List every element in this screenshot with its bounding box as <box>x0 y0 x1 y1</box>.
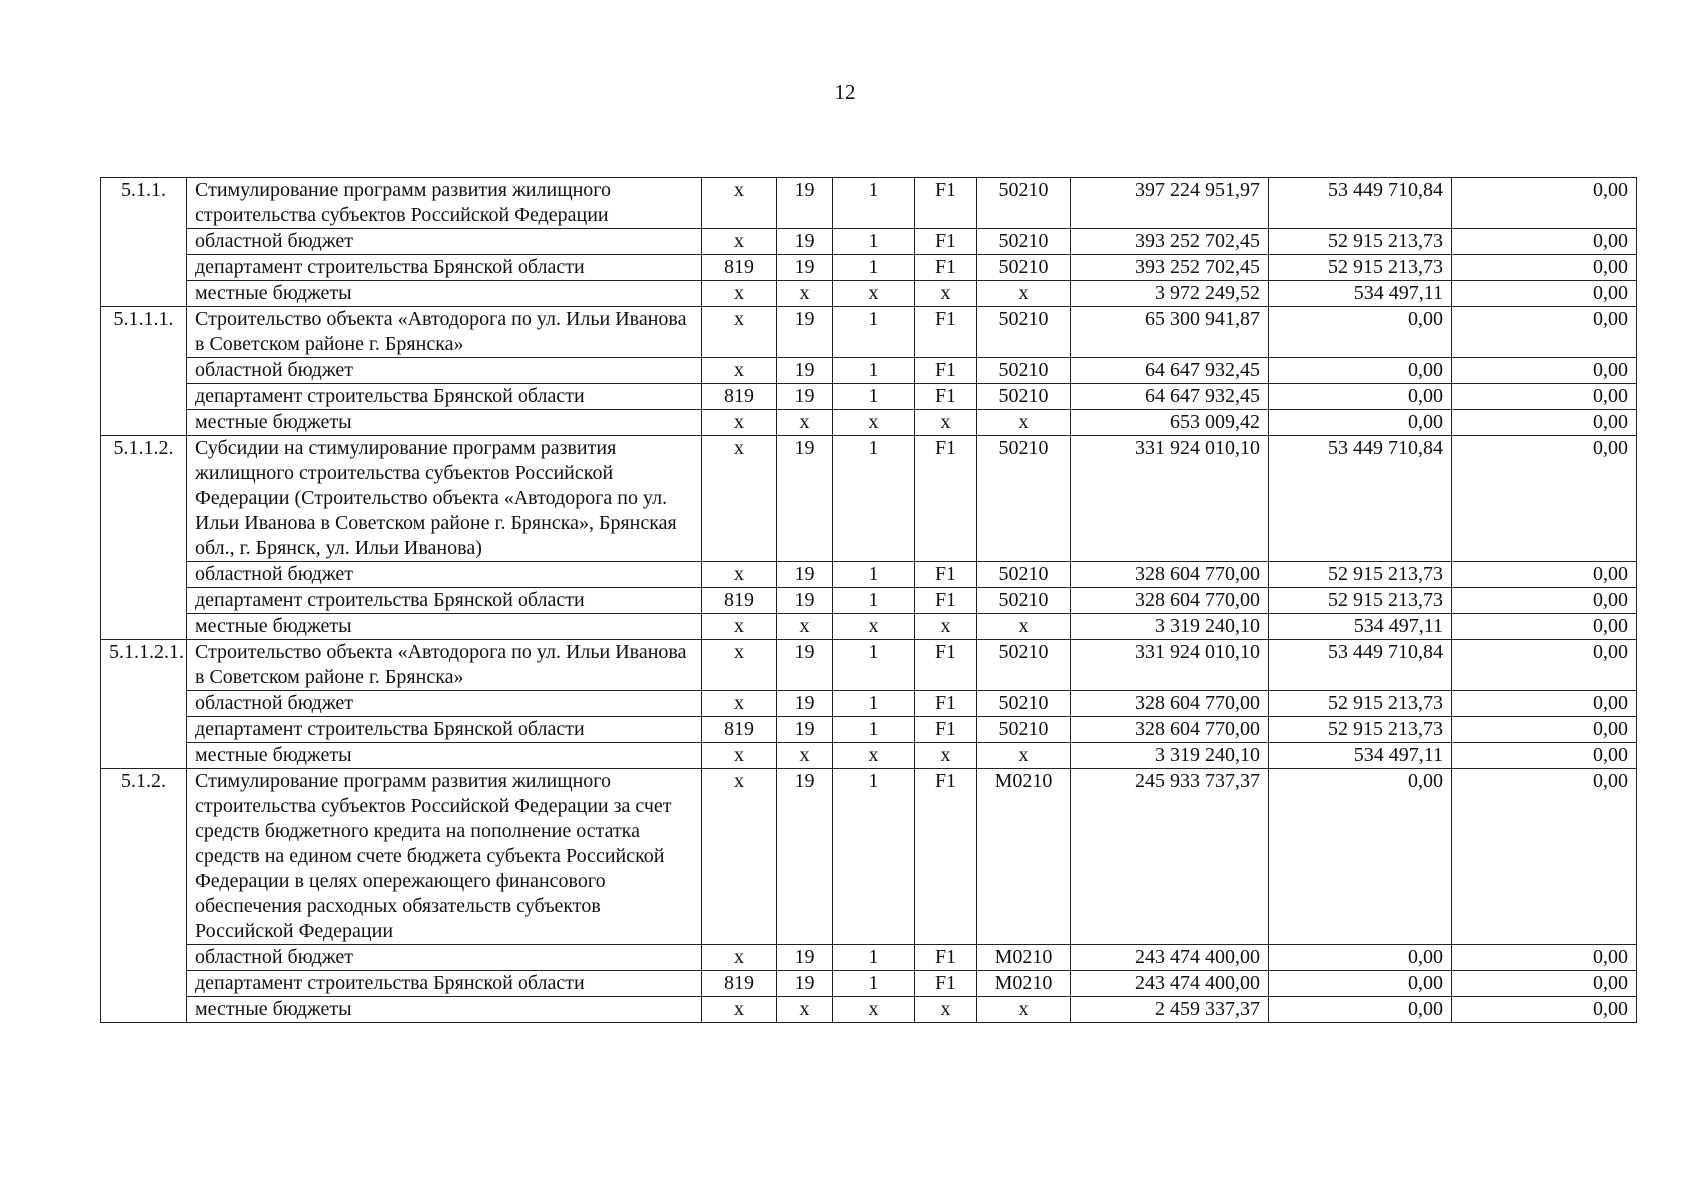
amount-year-3: 0,00 <box>1452 229 1637 255</box>
code-program: 19 <box>777 436 833 562</box>
row-number: 5.1.1.2. <box>101 436 187 640</box>
amount-year-3: 0,00 <box>1452 614 1637 640</box>
table-row <box>101 410 1637 436</box>
code-subprogram: 1 <box>833 691 915 717</box>
table-row <box>101 229 1637 255</box>
table-row <box>101 997 1637 1023</box>
row-number: 5.1.1. <box>101 178 187 307</box>
code-project: F1 <box>915 691 977 717</box>
amount-year-2: 534 497,11 <box>1269 743 1452 769</box>
code-direction: M0210 <box>977 945 1071 971</box>
code-project: F1 <box>915 229 977 255</box>
code-program: 19 <box>777 384 833 410</box>
item-name: областной бюджет <box>187 358 702 384</box>
row-number: 5.1.1.2.1. <box>101 640 187 769</box>
item-name: Стимулирование программ развития жилищного строительства субъектов Российской Федерации за счет средств бюджетного кредита на пополнение остатка средств на едином счете бюджета субъекта Российской Федерации в целях опережающего финансового обеспечения расходных обязательств субъектов Российской Федерации <box>187 769 702 945</box>
amount-year-2: 0,00 <box>1269 384 1452 410</box>
table-row <box>101 436 1637 562</box>
code-program: х <box>777 743 833 769</box>
table-row <box>101 769 1637 945</box>
amount-year-1: 397 224 951,97 <box>1071 178 1269 229</box>
amount-year-1: 328 604 770,00 <box>1071 588 1269 614</box>
code-subprogram: х <box>833 281 915 307</box>
code-program: 19 <box>777 769 833 945</box>
amount-year-2: 534 497,11 <box>1269 281 1452 307</box>
code-direction: х <box>977 743 1071 769</box>
table-row <box>101 281 1637 307</box>
code-admin: х <box>702 436 777 562</box>
code-admin: 819 <box>702 588 777 614</box>
code-project: F1 <box>915 562 977 588</box>
amount-year-1: 331 924 010,10 <box>1071 640 1269 691</box>
amount-year-2: 0,00 <box>1269 997 1452 1023</box>
code-program: 19 <box>777 971 833 997</box>
code-direction: х <box>977 281 1071 307</box>
code-subprogram: 1 <box>833 436 915 562</box>
code-admin: х <box>702 769 777 945</box>
code-subprogram: х <box>833 743 915 769</box>
code-subprogram: 1 <box>833 255 915 281</box>
table-row <box>101 945 1637 971</box>
item-name: местные бюджеты <box>187 614 702 640</box>
code-direction: 50210 <box>977 562 1071 588</box>
code-admin: 819 <box>702 717 777 743</box>
table-row <box>101 307 1637 358</box>
table-row <box>101 562 1637 588</box>
amount-year-3: 0,00 <box>1452 410 1637 436</box>
amount-year-3: 0,00 <box>1452 562 1637 588</box>
code-project: F1 <box>915 255 977 281</box>
code-admin: х <box>702 997 777 1023</box>
code-admin: х <box>702 614 777 640</box>
code-direction: 50210 <box>977 307 1071 358</box>
code-subprogram: 1 <box>833 717 915 743</box>
amount-year-2: 53 449 710,84 <box>1269 640 1452 691</box>
code-admin: х <box>702 691 777 717</box>
amount-year-2: 52 915 213,73 <box>1269 717 1452 743</box>
amount-year-1: 3 319 240,10 <box>1071 743 1269 769</box>
amount-year-3: 0,00 <box>1452 945 1637 971</box>
table-row <box>101 384 1637 410</box>
amount-year-2: 52 915 213,73 <box>1269 562 1452 588</box>
code-direction: х <box>977 410 1071 436</box>
code-project: F1 <box>915 178 977 229</box>
code-admin: х <box>702 358 777 384</box>
amount-year-3: 0,00 <box>1452 281 1637 307</box>
table-row <box>101 255 1637 281</box>
code-project: х <box>915 743 977 769</box>
code-project: х <box>915 410 977 436</box>
code-subprogram: х <box>833 614 915 640</box>
amount-year-2: 0,00 <box>1269 358 1452 384</box>
code-subprogram: 1 <box>833 178 915 229</box>
amount-year-2: 0,00 <box>1269 971 1452 997</box>
item-name: местные бюджеты <box>187 743 702 769</box>
item-name: департамент строительства Брянской области <box>187 384 702 410</box>
amount-year-3: 0,00 <box>1452 769 1637 945</box>
item-name: местные бюджеты <box>187 281 702 307</box>
item-name: Субсидии на стимулирование программ развития жилищного строительства субъектов Российской Федерации (Строительство объекта «Автодорога по ул. Ильи Иванова в Советском районе г. Брянска», Брянская обл., г. Брянск, ул. Ильи Иванова) <box>187 436 702 562</box>
item-name: областной бюджет <box>187 562 702 588</box>
code-project: F1 <box>915 588 977 614</box>
amount-year-1: 64 647 932,45 <box>1071 384 1269 410</box>
code-direction: M0210 <box>977 769 1071 945</box>
code-program: 19 <box>777 691 833 717</box>
table-row <box>101 358 1637 384</box>
amount-year-3: 0,00 <box>1452 717 1637 743</box>
code-program: 19 <box>777 588 833 614</box>
amount-year-1: 2 459 337,37 <box>1071 997 1269 1023</box>
amount-year-1: 243 474 400,00 <box>1071 945 1269 971</box>
table-body <box>101 178 1637 1023</box>
amount-year-3: 0,00 <box>1452 384 1637 410</box>
item-name: Строительство объекта «Автодорога по ул. Ильи Иванова в Советском районе г. Брянска» <box>187 307 702 358</box>
amount-year-3: 0,00 <box>1452 358 1637 384</box>
code-program: 19 <box>777 229 833 255</box>
table-row <box>101 588 1637 614</box>
code-project: х <box>915 281 977 307</box>
code-subprogram: 1 <box>833 562 915 588</box>
code-direction: 50210 <box>977 384 1071 410</box>
code-program: 19 <box>777 945 833 971</box>
code-project: F1 <box>915 640 977 691</box>
code-subprogram: 1 <box>833 358 915 384</box>
table-row <box>101 743 1637 769</box>
amount-year-2: 52 915 213,73 <box>1269 691 1452 717</box>
code-project: F1 <box>915 436 977 562</box>
item-name: департамент строительства Брянской области <box>187 588 702 614</box>
code-program: х <box>777 997 833 1023</box>
code-direction: 50210 <box>977 229 1071 255</box>
amount-year-3: 0,00 <box>1452 178 1637 229</box>
amount-year-3: 0,00 <box>1452 588 1637 614</box>
code-project: F1 <box>915 717 977 743</box>
code-direction: M0210 <box>977 971 1071 997</box>
code-program: х <box>777 410 833 436</box>
code-direction: 50210 <box>977 640 1071 691</box>
code-project: х <box>915 997 977 1023</box>
item-name: Стимулирование программ развития жилищного строительства субъектов Российской Федерации <box>187 178 702 229</box>
code-subprogram: 1 <box>833 229 915 255</box>
amount-year-1: 243 474 400,00 <box>1071 971 1269 997</box>
code-admin: х <box>702 743 777 769</box>
code-admin: х <box>702 945 777 971</box>
code-subprogram: 1 <box>833 588 915 614</box>
budget-table <box>100 177 1637 1023</box>
code-admin: х <box>702 178 777 229</box>
amount-year-1: 331 924 010,10 <box>1071 436 1269 562</box>
code-project: F1 <box>915 971 977 997</box>
code-direction: 50210 <box>977 358 1071 384</box>
amount-year-2: 0,00 <box>1269 410 1452 436</box>
code-subprogram: 1 <box>833 307 915 358</box>
code-project: F1 <box>915 769 977 945</box>
amount-year-2: 53 449 710,84 <box>1269 436 1452 562</box>
table-row <box>101 178 1637 229</box>
row-number: 5.1.2. <box>101 769 187 1023</box>
amount-year-1: 245 933 737,37 <box>1071 769 1269 945</box>
amount-year-1: 328 604 770,00 <box>1071 717 1269 743</box>
code-admin: х <box>702 410 777 436</box>
item-name: местные бюджеты <box>187 410 702 436</box>
table-row <box>101 691 1637 717</box>
item-name: департамент строительства Брянской области <box>187 971 702 997</box>
code-program: 19 <box>777 307 833 358</box>
amount-year-3: 0,00 <box>1452 640 1637 691</box>
code-program: 19 <box>777 562 833 588</box>
amount-year-1: 3 972 249,52 <box>1071 281 1269 307</box>
code-subprogram: 1 <box>833 769 915 945</box>
amount-year-1: 328 604 770,00 <box>1071 691 1269 717</box>
code-subprogram: 1 <box>833 640 915 691</box>
amount-year-2: 52 915 213,73 <box>1269 255 1452 281</box>
item-name: департамент строительства Брянской области <box>187 255 702 281</box>
item-name: Строительство объекта «Автодорога по ул. Ильи Иванова в Советском районе г. Брянска» <box>187 640 702 691</box>
code-program: 19 <box>777 255 833 281</box>
amount-year-2: 0,00 <box>1269 307 1452 358</box>
code-admin: 819 <box>702 971 777 997</box>
row-number: 5.1.1.1. <box>101 307 187 436</box>
amount-year-1: 65 300 941,87 <box>1071 307 1269 358</box>
amount-year-1: 64 647 932,45 <box>1071 358 1269 384</box>
code-project: F1 <box>915 358 977 384</box>
amount-year-3: 0,00 <box>1452 971 1637 997</box>
code-program: 19 <box>777 358 833 384</box>
item-name: департамент строительства Брянской области <box>187 717 702 743</box>
code-admin: х <box>702 307 777 358</box>
item-name: областной бюджет <box>187 691 702 717</box>
code-direction: 50210 <box>977 588 1071 614</box>
code-direction: х <box>977 997 1071 1023</box>
amount-year-2: 0,00 <box>1269 945 1452 971</box>
code-admin: 819 <box>702 384 777 410</box>
code-direction: 50210 <box>977 436 1071 562</box>
code-subprogram: 1 <box>833 971 915 997</box>
table-row <box>101 717 1637 743</box>
table-row <box>101 614 1637 640</box>
code-project: F1 <box>915 945 977 971</box>
amount-year-3: 0,00 <box>1452 997 1637 1023</box>
code-program: 19 <box>777 717 833 743</box>
code-project: F1 <box>915 307 977 358</box>
code-project: F1 <box>915 384 977 410</box>
code-subprogram: х <box>833 410 915 436</box>
amount-year-1: 393 252 702,45 <box>1071 229 1269 255</box>
code-subprogram: 1 <box>833 945 915 971</box>
table-row <box>101 640 1637 691</box>
page-number: 12 <box>834 80 856 104</box>
table-row <box>101 971 1637 997</box>
code-program: х <box>777 281 833 307</box>
amount-year-3: 0,00 <box>1452 691 1637 717</box>
code-admin: х <box>702 640 777 691</box>
code-admin: 819 <box>702 255 777 281</box>
amount-year-1: 653 009,42 <box>1071 410 1269 436</box>
amount-year-3: 0,00 <box>1452 307 1637 358</box>
amount-year-2: 53 449 710,84 <box>1269 178 1452 229</box>
code-direction: 50210 <box>977 717 1071 743</box>
code-subprogram: 1 <box>833 384 915 410</box>
amount-year-3: 0,00 <box>1452 255 1637 281</box>
amount-year-3: 0,00 <box>1452 436 1637 562</box>
amount-year-1: 328 604 770,00 <box>1071 562 1269 588</box>
amount-year-2: 52 915 213,73 <box>1269 588 1452 614</box>
amount-year-1: 3 319 240,10 <box>1071 614 1269 640</box>
code-direction: х <box>977 614 1071 640</box>
code-admin: х <box>702 281 777 307</box>
code-admin: х <box>702 229 777 255</box>
item-name: местные бюджеты <box>187 997 702 1023</box>
code-program: 19 <box>777 640 833 691</box>
code-direction: 50210 <box>977 691 1071 717</box>
code-direction: 50210 <box>977 255 1071 281</box>
amount-year-2: 52 915 213,73 <box>1269 229 1452 255</box>
code-subprogram: х <box>833 997 915 1023</box>
amount-year-3: 0,00 <box>1452 743 1637 769</box>
amount-year-2: 534 497,11 <box>1269 614 1452 640</box>
code-project: х <box>915 614 977 640</box>
item-name: областной бюджет <box>187 945 702 971</box>
code-direction: 50210 <box>977 178 1071 229</box>
amount-year-1: 393 252 702,45 <box>1071 255 1269 281</box>
code-admin: х <box>702 562 777 588</box>
code-program: х <box>777 614 833 640</box>
code-program: 19 <box>777 178 833 229</box>
item-name: областной бюджет <box>187 229 702 255</box>
amount-year-2: 0,00 <box>1269 769 1452 945</box>
